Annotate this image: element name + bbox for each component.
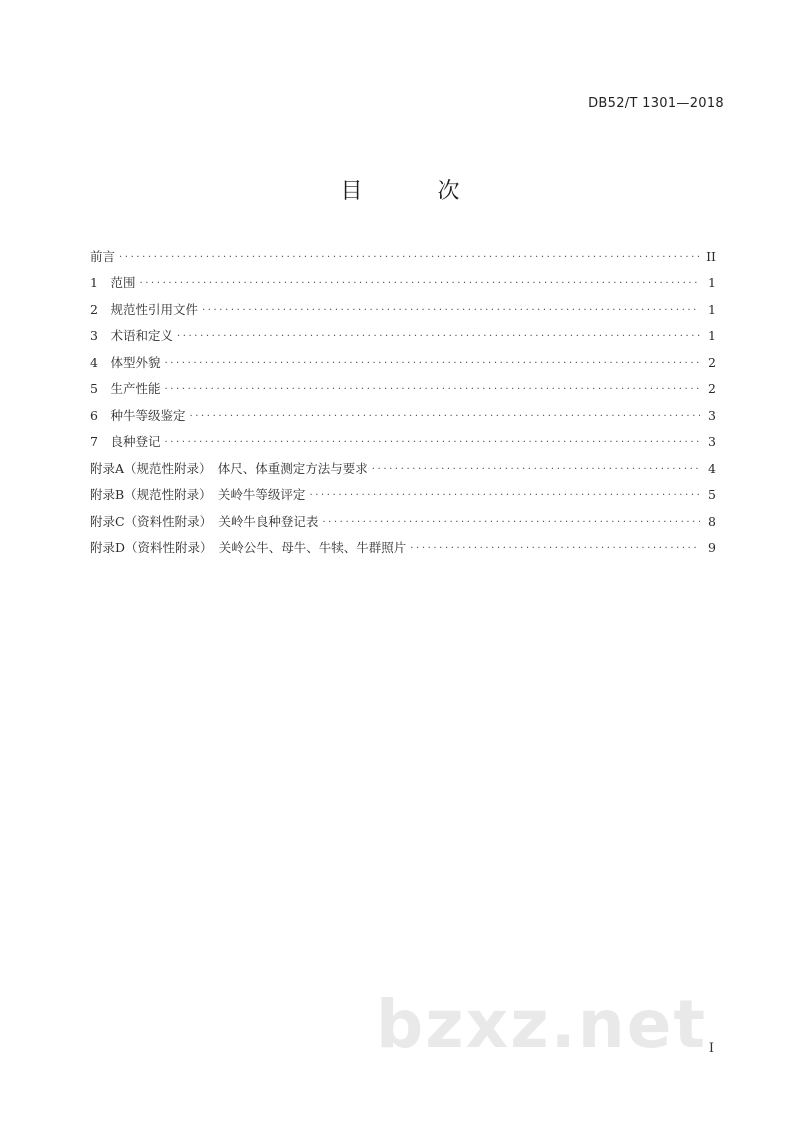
- toc-entry-page: 3: [708, 434, 716, 449]
- page-number: I: [708, 1041, 714, 1056]
- toc-entry-normative-references[interactable]: [90, 291, 716, 318]
- page-title: 目 次: [340, 179, 494, 204]
- toc-entry-label: 附录B（规范性附录） 关岭牛等级评定: [90, 487, 306, 502]
- watermark: bzxz.net: [376, 986, 708, 1063]
- toc-entry-appendix-a[interactable]: [90, 450, 716, 477]
- toc-entry-label: 2 规范性引用文件: [90, 301, 198, 317]
- table-of-contents: [90, 238, 716, 556]
- toc-entry-page: 1: [708, 328, 716, 343]
- toc-leader-dots: [164, 355, 700, 371]
- toc-entry-terms-definitions[interactable]: [90, 318, 716, 345]
- toc-entry-breeding-grade[interactable]: [90, 397, 716, 424]
- toc-entry-production-performance[interactable]: [90, 371, 716, 398]
- toc-entry-breed-registration[interactable]: [90, 424, 716, 451]
- document-code: DB52/T 1301—2018: [588, 96, 724, 111]
- toc-entry-label: 附录D（资料性附录） 关岭公牛、母牛、牛犊、牛群照片: [90, 540, 407, 555]
- toc-leader-dots: [410, 540, 700, 556]
- toc-entry-label: 1 范围: [90, 275, 136, 290]
- toc-leader-dots: [164, 434, 700, 450]
- toc-entry-page: 2: [708, 354, 716, 370]
- toc-entry-appendix-c[interactable]: [90, 503, 716, 530]
- toc-leader-dots: [372, 461, 700, 477]
- toc-entry-page: 3: [708, 407, 716, 423]
- toc-entry-label: 3 术语和定义: [90, 328, 173, 343]
- toc-entry-preface[interactable]: [90, 238, 716, 265]
- toc-entry-page: 1: [708, 275, 716, 290]
- toc-entry-label: 4 体型外貌: [90, 354, 161, 370]
- toc-entry-label: 前言: [90, 248, 116, 264]
- toc-entry-body-appearance[interactable]: [90, 344, 716, 371]
- toc-entry-page: 5: [708, 487, 716, 502]
- toc-leader-dots: [119, 249, 700, 265]
- toc-leader-dots: [164, 381, 700, 397]
- toc-entry-appendix-d[interactable]: [90, 530, 716, 557]
- toc-entry-page: II: [706, 248, 716, 264]
- toc-entry-scope[interactable]: [90, 265, 716, 292]
- toc-leader-dots: [202, 302, 700, 318]
- toc-leader-dots: [309, 487, 700, 503]
- toc-entry-page: 1: [708, 301, 716, 317]
- toc-entry-page: 9: [708, 540, 716, 555]
- toc-entry-page: 8: [708, 513, 716, 529]
- toc-entry-label: 6 种牛等级鉴定: [90, 407, 186, 423]
- toc-entry-label: 附录A（规范性附录） 体尺、体重测定方法与要求: [90, 460, 368, 476]
- toc-leader-dots: [139, 275, 700, 291]
- toc-leader-dots: [189, 408, 700, 424]
- toc-leader-dots: [177, 328, 700, 344]
- toc-entry-label: 7 良种登记: [90, 434, 161, 449]
- toc-entry-label: 附录C（资料性附录） 关岭牛良种登记表: [90, 513, 319, 529]
- toc-entry-appendix-b[interactable]: [90, 477, 716, 504]
- toc-entry-page: 2: [708, 381, 716, 396]
- toc-entry-label: 5 生产性能: [90, 381, 161, 396]
- toc-leader-dots: [322, 514, 700, 530]
- toc-entry-page: 4: [708, 460, 716, 476]
